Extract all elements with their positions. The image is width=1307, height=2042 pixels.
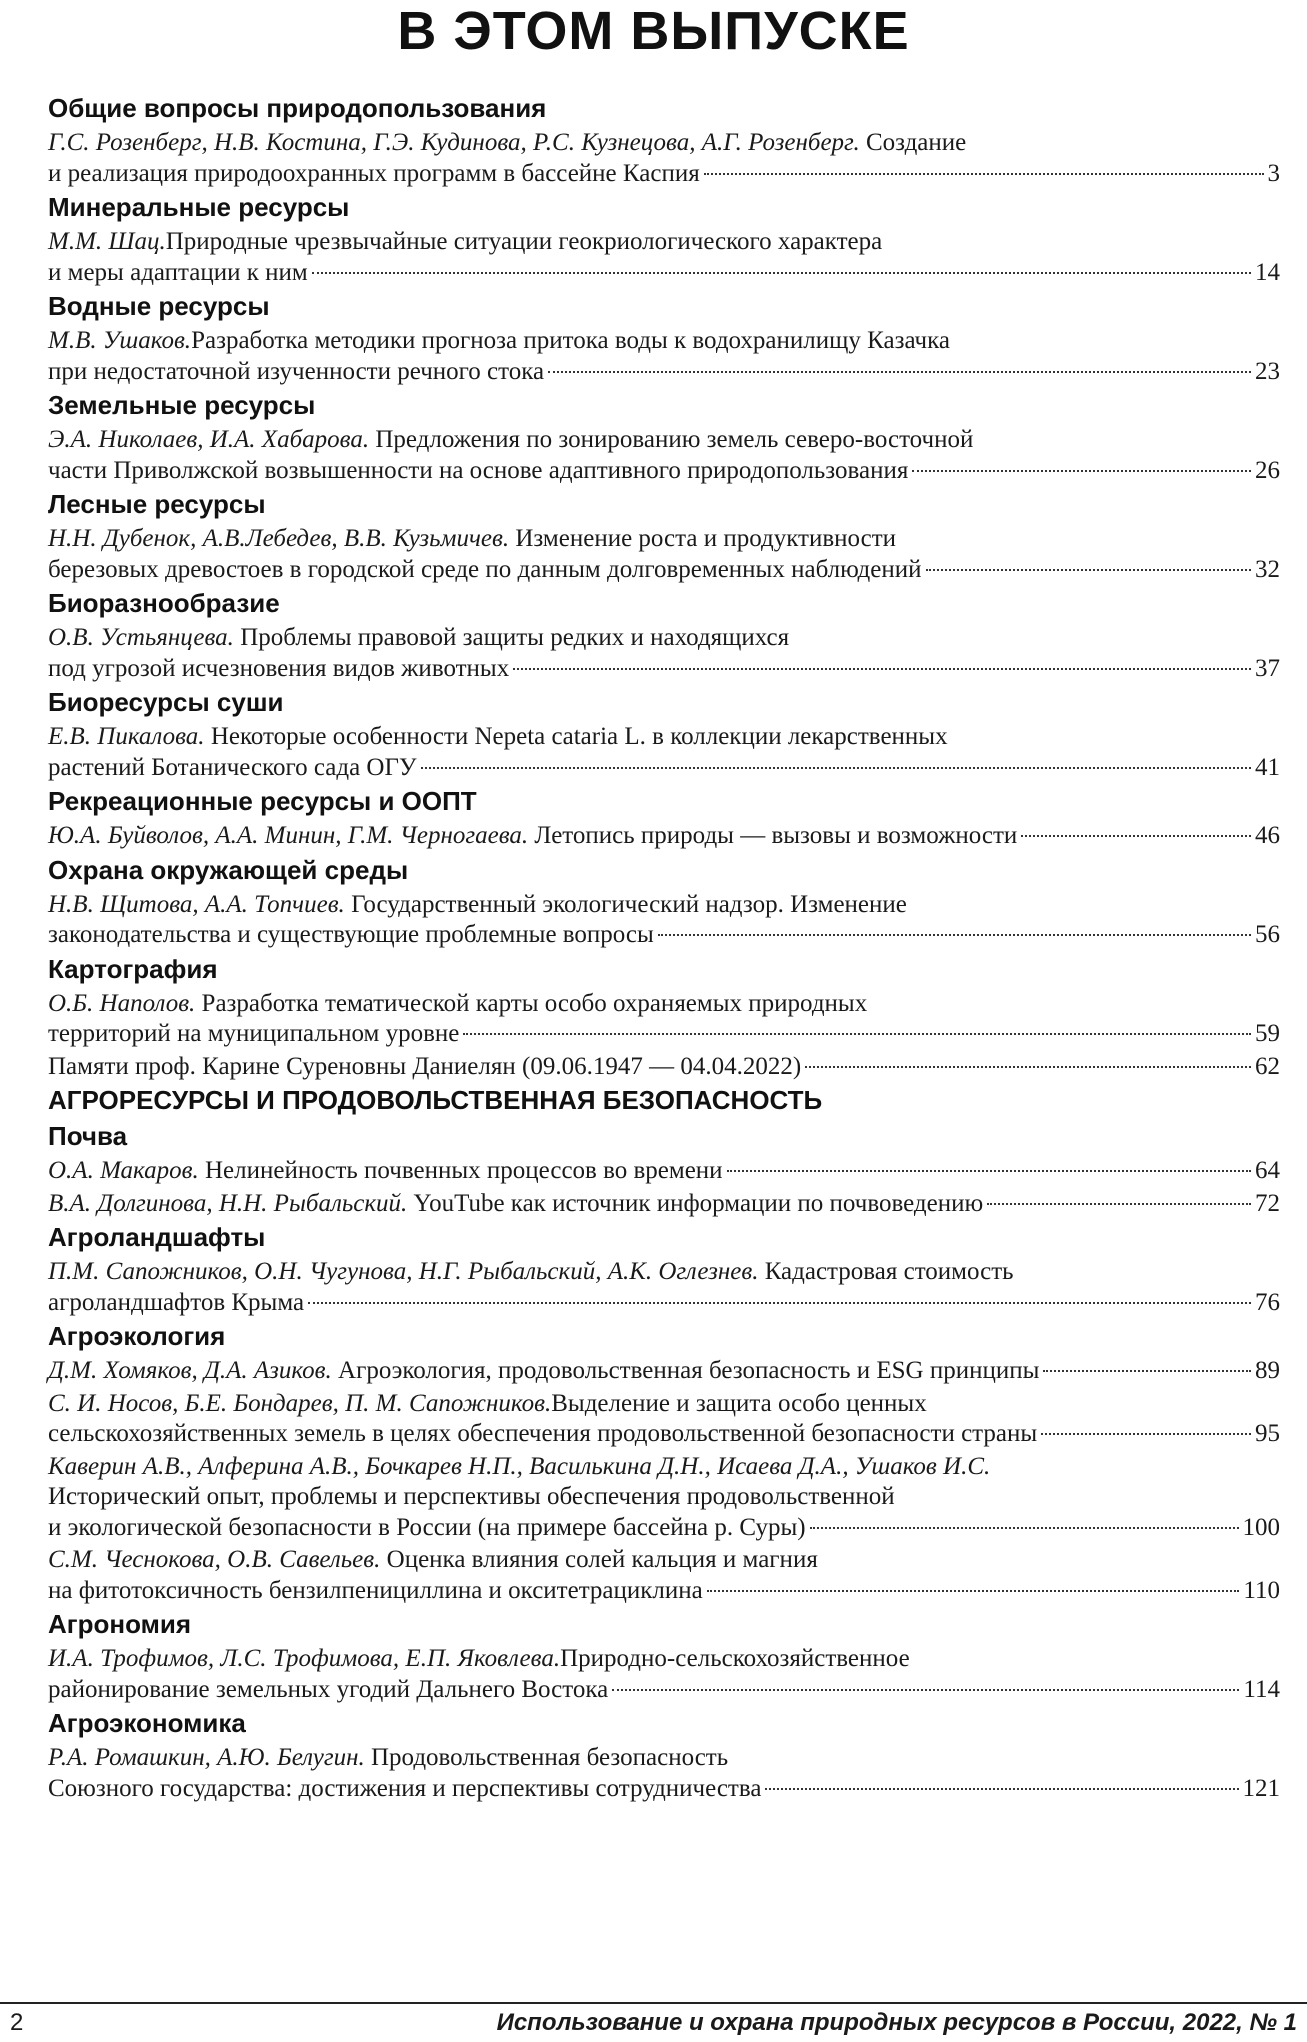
entry-page-number: 26 bbox=[1255, 456, 1280, 484]
entry-title-text: Исторический опыт, проблемы и перспективы обеспечения продовольственной bbox=[48, 1483, 895, 1510]
entry-title-text: Проблемы правовой защиты редких и находящихся bbox=[233, 624, 790, 651]
entry-title-text: законодательства и существующие проблемные вопросы bbox=[48, 921, 654, 948]
toc-entry bbox=[48, 524, 1280, 585]
dot-leader bbox=[810, 1527, 1239, 1529]
entry-authors: М.В. Ушаков. bbox=[48, 327, 192, 354]
dot-leader bbox=[312, 272, 1251, 274]
toc-section-heading: Минеральные ресурсы bbox=[48, 192, 350, 222]
toc-section-heading: Общие вопросы природопользования bbox=[48, 93, 547, 123]
entry-page-number: 14 bbox=[1255, 258, 1280, 286]
toc-entry bbox=[48, 1644, 1280, 1705]
entry-line-text bbox=[48, 1288, 304, 1319]
entry-title-text: Памяти проф. Карине Суреновны Даниелян (09.06.1947 — 04.04.2022) bbox=[48, 1052, 802, 1080]
entry-authors: О.Б. Наполов. bbox=[48, 989, 196, 1017]
toc-section-heading: Земельные ресурсы bbox=[48, 390, 316, 420]
toc-entry bbox=[48, 227, 1280, 288]
entry-line bbox=[48, 326, 1280, 357]
dot-leader bbox=[805, 1066, 1251, 1068]
entry-line bbox=[48, 890, 1280, 921]
dot-leader bbox=[1041, 1433, 1251, 1435]
toc-section-heading: Агроэкономика bbox=[48, 1708, 246, 1738]
entry-line bbox=[48, 722, 1280, 753]
entry-last-line bbox=[48, 1288, 1280, 1319]
entry-page-number: 64 bbox=[1255, 1157, 1280, 1184]
entry-authors: О.В. Устьянцева. bbox=[48, 624, 234, 651]
toc-section-heading: Почва bbox=[48, 1121, 128, 1151]
dot-leader bbox=[658, 934, 1251, 936]
entry-page-number: 121 bbox=[1242, 1774, 1280, 1802]
entry-line-text bbox=[48, 456, 908, 487]
toc-entry bbox=[48, 1545, 1280, 1606]
entry-last-line bbox=[48, 456, 1280, 487]
entry-page-number: 110 bbox=[1243, 1576, 1280, 1604]
entry-title-text: Создание bbox=[859, 129, 967, 156]
toc-entry bbox=[48, 326, 1280, 387]
entry-title-text: Кадастровая стоимость bbox=[758, 1258, 1014, 1285]
entry-last-line bbox=[48, 920, 1280, 951]
entry-authors: Н.Н. Дубенок, А.В.Лебедев, В.В. Кузьмичев. bbox=[48, 525, 510, 552]
entry-last-line bbox=[48, 1189, 1280, 1220]
dot-leader bbox=[463, 1033, 1251, 1035]
entry-last-line bbox=[48, 753, 1280, 784]
entry-last-line bbox=[48, 159, 1280, 190]
toc-entry bbox=[48, 1356, 1280, 1387]
dot-leader bbox=[704, 173, 1264, 175]
entry-last-line bbox=[48, 1356, 1280, 1387]
entry-authors: И.А. Трофимов, Л.С. Трофимова, Е.П. Яковлева. bbox=[48, 1645, 561, 1672]
dot-leader bbox=[912, 470, 1251, 472]
entry-title-text: Изменение роста и продуктивности bbox=[509, 525, 897, 552]
entry-page-number: 72 bbox=[1255, 1189, 1280, 1217]
toc-section-heading: Агрономия bbox=[48, 1609, 191, 1639]
toc-section-heading: Биоразнообразие bbox=[48, 588, 280, 618]
dot-leader bbox=[612, 1689, 1239, 1691]
entry-line-text bbox=[48, 1189, 983, 1220]
footer-page-number: 2 bbox=[10, 2009, 24, 2036]
entry-last-line bbox=[48, 357, 1280, 388]
entry-line bbox=[48, 524, 1280, 555]
dot-leader bbox=[727, 1170, 1251, 1172]
entry-last-line bbox=[48, 1052, 1280, 1083]
entry-line-text bbox=[48, 357, 544, 388]
entry-title-text: Некоторые особенности Nepeta cataria L. в коллекции лекарственных bbox=[204, 723, 948, 750]
entry-title-text: Оценка влияния солей кальция и магния bbox=[380, 1546, 818, 1573]
entry-line bbox=[48, 227, 1280, 258]
dot-leader bbox=[926, 569, 1252, 571]
toc-entry bbox=[48, 1389, 1280, 1450]
dot-leader bbox=[513, 668, 1251, 670]
entry-line bbox=[48, 1452, 1280, 1483]
toc-section-heading: Агроландшафты bbox=[48, 1222, 266, 1252]
entry-authors: О.А. Макаров. bbox=[48, 1157, 199, 1184]
entry-page-number: 89 bbox=[1255, 1357, 1280, 1384]
entry-line bbox=[48, 1257, 1280, 1288]
footer-journal-title: Использование и охрана природных ресурсов в России, 2022, № 1 bbox=[496, 2009, 1297, 2036]
entry-last-line bbox=[48, 1513, 1280, 1544]
toc-entry bbox=[48, 128, 1280, 189]
entry-title-text: территорий на муниципальном уровне bbox=[48, 1020, 460, 1047]
entry-line-text bbox=[48, 1419, 1037, 1450]
entry-title-text: сельскохозяйственных земель в целях обеспечения продовольственной безопасности страны bbox=[48, 1420, 1038, 1447]
table-of-contents bbox=[48, 92, 1280, 1806]
entry-line bbox=[48, 989, 1280, 1020]
entry-title-text: Разработка тематической карты особо охраняемых природных bbox=[195, 989, 868, 1017]
entry-title-text: на фитотоксичность бензилпенициллина и окситетрациклина bbox=[48, 1576, 703, 1604]
entry-title-text: Продовольственная безопасность bbox=[364, 1744, 729, 1771]
entry-last-line bbox=[48, 555, 1280, 586]
toc-section-heading: Лесные ресурсы bbox=[48, 489, 266, 519]
entry-title-text: Агроэкология, продовольственная безопасность и ESG принципы bbox=[331, 1357, 1040, 1384]
toc-section-heading: Биоресурсы суши bbox=[48, 687, 284, 717]
entry-line-text bbox=[48, 1675, 608, 1706]
entry-title-text: Союзного государства: достижения и перспективы сотрудничества bbox=[48, 1774, 762, 1802]
entry-title-text: и экологической безопасности в России (на примере бассейна р. Суры) bbox=[48, 1513, 806, 1541]
dot-leader bbox=[548, 371, 1251, 373]
entry-authors: Д.М. Хомяков, Д.А. Азиков. bbox=[48, 1357, 332, 1384]
entry-line bbox=[48, 128, 1280, 159]
toc-entry bbox=[48, 1257, 1280, 1318]
entry-line-text bbox=[48, 159, 700, 190]
entry-page-number: 41 bbox=[1255, 753, 1280, 781]
toc-entry bbox=[48, 989, 1280, 1050]
toc-section-heading: Водные ресурсы bbox=[48, 291, 270, 321]
entry-last-line bbox=[48, 1576, 1280, 1607]
entry-page-number: 100 bbox=[1242, 1513, 1280, 1541]
entry-authors: С.М. Чеснокова, О.В. Савельев. bbox=[48, 1546, 381, 1573]
toc-entry bbox=[48, 1189, 1280, 1220]
entry-page-number: 59 bbox=[1255, 1020, 1280, 1047]
entry-title-text: Разработка методики прогноза притока воды к водохранилищу Казачка bbox=[191, 327, 950, 354]
entry-line bbox=[48, 1743, 1280, 1774]
toc-section-heading: Картография bbox=[48, 953, 218, 984]
entry-page-number: 46 bbox=[1255, 822, 1280, 849]
toc-entry bbox=[48, 623, 1280, 684]
entry-line-text bbox=[48, 258, 308, 289]
entry-line bbox=[48, 1644, 1280, 1675]
entry-title-text: под угрозой исчезновения видов животных bbox=[48, 654, 510, 682]
entry-line-text bbox=[48, 1576, 703, 1607]
entry-line-text bbox=[48, 1019, 459, 1050]
entry-page-number: 76 bbox=[1255, 1288, 1280, 1316]
toc-entry bbox=[48, 890, 1280, 951]
toc-entry bbox=[48, 1052, 1280, 1083]
entry-title-text: Государственный экологический надзор. Изменение bbox=[344, 890, 907, 918]
entry-line bbox=[48, 1482, 1280, 1513]
entry-line-text bbox=[48, 821, 1017, 852]
entry-line-text bbox=[48, 1513, 806, 1544]
entry-last-line bbox=[48, 1675, 1280, 1706]
dot-leader bbox=[1043, 1370, 1251, 1372]
entry-line-text bbox=[48, 1774, 761, 1805]
entry-line-text bbox=[48, 654, 509, 685]
dot-leader bbox=[1021, 835, 1251, 837]
entry-title-text: YouTube как источник информации по почвоведению bbox=[407, 1189, 984, 1217]
entry-line-text bbox=[48, 1052, 801, 1083]
page-title: В ЭТОМ ВЫПУСКЕ bbox=[397, 1, 910, 61]
entry-page-number: 23 bbox=[1255, 357, 1280, 385]
entry-authors: Р.А. Ромашкин, А.Ю. Белугин. bbox=[48, 1744, 365, 1771]
entry-authors: Э.А. Николаев, И.А. Хабарова. bbox=[48, 426, 370, 453]
entry-page-number: 32 bbox=[1255, 555, 1280, 583]
entry-title-text: районирование земельных угодий Дальнего Востока bbox=[48, 1675, 609, 1703]
toc-section-heading: АГРОРЕСУРСЫ И ПРОДОВОЛЬСТВЕННАЯ БЕЗОПАСНОСТЬ bbox=[48, 1085, 823, 1115]
entry-authors: Ю.А. Буйволов, А.А. Минин, Г.М. Черногаева. bbox=[48, 822, 529, 849]
entry-page-number: 3 bbox=[1267, 159, 1280, 187]
entry-page-number: 37 bbox=[1255, 654, 1280, 682]
toc-section-heading: Агроэкология bbox=[48, 1321, 226, 1351]
toc-entry bbox=[48, 1156, 1280, 1187]
entry-title-text: части Приволжской возвышенности на основе адаптивного природопользования bbox=[48, 456, 909, 484]
entry-page-number: 56 bbox=[1255, 921, 1280, 948]
entry-line bbox=[48, 1545, 1280, 1576]
dot-leader bbox=[421, 767, 1251, 769]
entry-title-text: при недостаточной изученности речного стока bbox=[48, 357, 545, 385]
dot-leader bbox=[987, 1203, 1251, 1205]
entry-page-number: 95 bbox=[1255, 1420, 1280, 1447]
entry-title-text: Нелинейность почвенных процессов во времени bbox=[198, 1157, 723, 1184]
entry-line-text bbox=[48, 1356, 1039, 1387]
entry-authors: В.А. Долгинова, Н.Н. Рыбальский. bbox=[48, 1189, 408, 1217]
entry-line bbox=[48, 623, 1280, 654]
entry-authors: Каверин А.В., Алферина А.В., Бочкарев Н.П., Василькина Д.Н., Исаева Д.А., Ушаков И.С. bbox=[48, 1452, 991, 1480]
entry-authors: С. И. Носов, Б.Е. Бондарев, П. М. Сапожников. bbox=[48, 1389, 552, 1417]
dot-leader bbox=[308, 1302, 1251, 1304]
entry-title-text: агроландшафтов Крыма bbox=[48, 1288, 305, 1316]
dot-leader bbox=[707, 1590, 1240, 1592]
entry-authors: Н.В. Щитова, А.А. Топчиев. bbox=[48, 890, 345, 918]
entry-title-text: Природно-сельскохозяйственное bbox=[560, 1645, 910, 1672]
dot-leader bbox=[765, 1788, 1238, 1790]
entry-line bbox=[48, 425, 1280, 456]
entry-line-text bbox=[48, 555, 922, 586]
entry-title-text: Выделение и защита особо ценных bbox=[551, 1389, 927, 1417]
entry-authors: П.М. Сапожников, О.Н. Чугунова, Н.Г. Рыбальский, А.К. Оглезнев. bbox=[48, 1258, 759, 1285]
entry-title-text: растений Ботанического сада ОГУ bbox=[48, 753, 417, 781]
page-footer bbox=[0, 2002, 1307, 2042]
entry-title-text: Предложения по зонированию земель северо-восточной bbox=[369, 426, 974, 453]
toc-entry bbox=[48, 1743, 1280, 1804]
entry-title-text: и меры адаптации к ним bbox=[48, 258, 308, 286]
entry-title-text: березовых древостоев в городской среде по данным долговременных наблюдений bbox=[48, 555, 922, 583]
entry-title-text: Природные чрезвычайные ситуации геокриологического характера bbox=[165, 228, 883, 255]
entry-last-line bbox=[48, 1419, 1280, 1450]
entry-line-text bbox=[48, 920, 654, 951]
entry-last-line bbox=[48, 821, 1280, 852]
entry-last-line bbox=[48, 1156, 1280, 1187]
toc-section-heading: Рекреационные ресурсы и ООПТ bbox=[48, 786, 477, 816]
toc-entry bbox=[48, 722, 1280, 783]
entry-title-text: Летопись природы — вызовы и возможности bbox=[528, 822, 1018, 849]
toc-section-heading: Охрана окружающей среды bbox=[48, 854, 409, 885]
entry-authors: Г.С. Розенберг, Н.В. Костина, Г.Э. Кудинова, Р.С. Кузнецова, А.Г. Розенберг. bbox=[48, 129, 860, 156]
toc-entry bbox=[48, 1452, 1280, 1544]
toc-entry bbox=[48, 425, 1280, 486]
entry-authors: Е.В. Пикалова. bbox=[48, 723, 205, 750]
entry-last-line bbox=[48, 1774, 1280, 1805]
entry-page-number: 62 bbox=[1255, 1052, 1280, 1080]
entry-last-line bbox=[48, 258, 1280, 289]
toc-entry bbox=[48, 821, 1280, 852]
entry-authors: М.М. Шац. bbox=[48, 228, 166, 255]
entry-last-line bbox=[48, 1019, 1280, 1050]
entry-line-text bbox=[48, 1156, 723, 1187]
entry-title-text: и реализация природоохранных программ в бассейне Каспия bbox=[48, 159, 700, 187]
entry-line-text bbox=[48, 753, 417, 784]
entry-line bbox=[48, 1389, 1280, 1420]
entry-page-number: 114 bbox=[1243, 1675, 1280, 1703]
entry-last-line bbox=[48, 654, 1280, 685]
